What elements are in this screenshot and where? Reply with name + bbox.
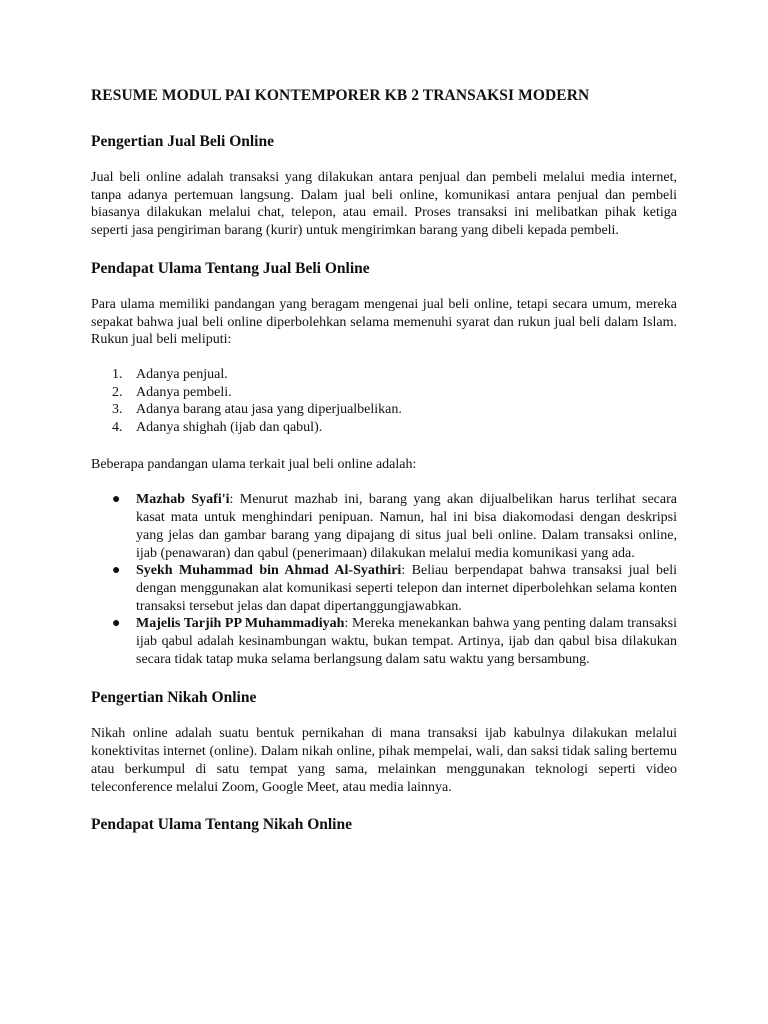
list-item-lead: Mazhab Syafi'i — [136, 492, 230, 508]
list-item — [91, 419, 677, 437]
list-item-lead: Majelis Tarjih PP Muhammadiyah — [136, 616, 345, 632]
document-title: RESUME MODUL PAI KONTEMPORER KB 2 TRANSAKSI MODERN — [91, 87, 590, 104]
heading-pendapat-nikah: Pendapat Ulama Tentang Nikah Online — [91, 816, 352, 834]
list-item-text: Adanya shighah (ijab dan qabul). — [136, 420, 323, 436]
list-item-text: : Mereka menekankan bahwa yang penting dalam transaksi ijab qabul adalah kesinambungan waktu, bukan tempat. Artinya, ijab dan qabul bisa dilakukan secara tidak tatap muka selama berlangsung dalam satu waktu yang bersambung. — [136, 616, 677, 667]
document-page — [91, 86, 677, 835]
bullet-icon: ● — [112, 492, 121, 508]
paragraph-pendapat-jual-beli: Para ulama memiliki pandangan yang beragam mengenai jual beli online, tetapi secara umum, mereka sepakat bahwa jual beli online diperbolehkan selama memenuhi syarat dan rukun jual beli dalam Islam. Rukun jual beli meliputi: — [91, 296, 677, 348]
paragraph-intro-pandangan: Beberapa pandangan ulama terkait jual beli online adalah: — [91, 456, 417, 472]
rukun-list — [91, 366, 677, 437]
list-number: 4. — [112, 420, 123, 436]
list-item — [91, 562, 677, 615]
pandangan-list — [91, 491, 677, 668]
list-item — [91, 401, 677, 419]
paragraph-pengertian-jual-beli: Jual beli online adalah transaksi yang dilakukan antara penjual dan pembeli melalui media internet, tanpa adanya pertemuan langsung. Dalam jual beli online, komunikasi antara penjual dan pembeli biasanya dilakukan melalui chat, telepon, atau email. Proses transaksi ini melibatkan pihak ketiga seperti jasa pengiriman barang (kurir) untuk mengirimkan barang yang dibeli kepada pembeli. — [91, 170, 677, 239]
list-item-text: : Menurut mazhab ini, barang yang akan dijualbelikan harus terlihat secara kasat mata untuk menghindari penipuan. Namun, hal ini bisa diakomodasi dengan deskripsi yang jelas dan gambar barang yang dipajang di situs jual beli online. Dalam transaksi online, ijab (penawaran) dan qabul (penerimaan) dilakukan melalui media komunikasi yang ada. — [136, 492, 677, 561]
list-number: 3. — [112, 402, 123, 418]
heading-pengertian-nikah: Pengertian Nikah Online — [91, 689, 257, 707]
list-item-text: Adanya pembeli. — [136, 384, 232, 400]
paragraph-pengertian-nikah: Nikah online adalah suatu bentuk pernikahan di mana transaksi ijab kabulnya dilakukan melalui konektivitas internet (online). Dalam nikah online, pihak mempelai, wali, dan saksi tidak saling bertemu atau berkumpul di satu tempat yang sama, melainkan menggunakan teknologi seperti video teleconference melalui Zoom, Google Meet, atau media lainnya. — [91, 726, 677, 795]
list-item — [91, 491, 677, 562]
list-number: 1. — [112, 366, 123, 382]
heading-pengertian-jual-beli: Pengertian Jual Beli Online — [91, 133, 274, 150]
bullet-icon: ● — [112, 563, 121, 579]
list-item — [91, 615, 677, 668]
list-item-text: : Beliau berpendapat bahwa transaksi jual beli dengan menggunakan alat komunikasi seperti telepon dan internet diperbolehkan selama konten transaksi tersebut jelas dan dapat dipertanggungjawabkan. — [136, 563, 678, 614]
list-item-lead: Syekh Muhammad bin Ahmad Al-Syathiri — [136, 563, 402, 579]
list-item — [91, 366, 677, 384]
list-item — [91, 384, 677, 402]
list-item-text: Adanya penjual. — [136, 366, 228, 382]
list-item-text: Adanya barang atau jasa yang diperjualbelikan. — [136, 402, 402, 418]
list-number: 2. — [112, 384, 123, 400]
heading-pendapat-jual-beli: Pendapat Ulama Tentang Jual Beli Online — [91, 259, 370, 277]
bullet-icon: ● — [112, 616, 121, 632]
